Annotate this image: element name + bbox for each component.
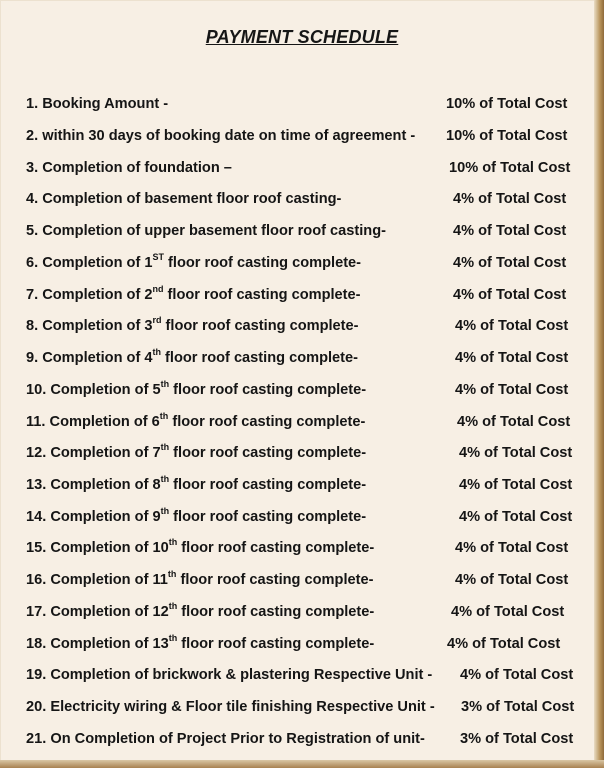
schedule-row (0, 699, 596, 721)
schedule-row (0, 731, 596, 753)
floor-ordinal-suffix: rd (152, 315, 162, 325)
schedule-row (0, 284, 596, 309)
schedule-row (0, 442, 596, 467)
schedule-row-label-suffix: floor roof casting complete- (177, 636, 375, 652)
schedule-row-label-prefix: 17. Completion of 12 (26, 604, 169, 620)
schedule-row (0, 411, 596, 436)
schedule-row-value: 4% of Total Cost (453, 255, 567, 271)
schedule-row-label-prefix: 9. Completion of 4 (26, 350, 153, 366)
schedule-row (0, 252, 596, 277)
schedule-row (0, 379, 596, 404)
schedule-row-label (26, 284, 361, 303)
schedule-row (0, 537, 596, 562)
schedule-row-label-prefix: 7. Completion of 2 (26, 287, 153, 303)
schedule-row-value: 4% of Total Cost (455, 572, 569, 588)
schedule-row-label: 19. Completion of brickwork & plastering Respective Unit - (26, 667, 433, 683)
schedule-row-value: 4% of Total Cost (453, 191, 567, 207)
schedule-row-label: 21. On Completion of Project Prior to Registration of unit- (26, 731, 425, 747)
schedule-row-value: 4% of Total Cost (453, 287, 567, 303)
schedule-row-label (26, 347, 359, 366)
schedule-row-label-prefix: 12. Completion of 7 (26, 445, 161, 461)
schedule-row-label (26, 506, 367, 525)
schedule-row-value: 4% of Total Cost (455, 350, 569, 366)
schedule-row (0, 160, 596, 182)
schedule-row-label (26, 379, 367, 398)
schedule-row-value: 10% of Total Cost (449, 160, 571, 176)
schedule-row-label-suffix: floor roof casting complete- (163, 287, 361, 303)
schedule-row (0, 569, 596, 594)
schedule-row-label (26, 315, 359, 334)
schedule-row-label (26, 474, 367, 493)
schedule-row-label-prefix: 15. Completion of 10 (26, 540, 169, 556)
schedule-row-label-suffix: floor roof casting complete- (176, 572, 374, 588)
schedule-row-value: 4% of Total Cost (455, 382, 569, 398)
floor-ordinal-suffix: th (168, 537, 178, 547)
floor-ordinal-suffix: th (167, 569, 177, 579)
schedule-row (0, 223, 596, 245)
floor-ordinal-suffix: th (159, 411, 169, 421)
schedule-row-label (26, 252, 362, 271)
schedule-row-label-suffix: floor roof casting complete- (160, 350, 359, 366)
schedule-row-label-prefix: 18. Completion of 13 (26, 636, 169, 652)
schedule-row-value: 4% of Total Cost (457, 414, 571, 430)
schedule-row-label (26, 411, 366, 430)
schedule-row (0, 601, 596, 626)
schedule-row-value: 4% of Total Cost (459, 445, 573, 461)
schedule-row-label-suffix: floor roof casting complete- (169, 382, 367, 398)
schedule-row-label (26, 569, 374, 588)
schedule-row (0, 315, 596, 340)
schedule-row-label-prefix: 13. Completion of 8 (26, 477, 161, 493)
schedule-row-label-suffix: floor roof casting complete- (169, 509, 367, 525)
schedule-row-label-suffix: floor roof casting complete- (169, 477, 367, 493)
schedule-row-label (26, 633, 375, 652)
floor-ordinal-suffix: th (168, 633, 178, 643)
schedule-row (0, 128, 596, 150)
floor-ordinal-suffix: th (160, 442, 170, 452)
schedule-row-value: 4% of Total Cost (460, 667, 574, 683)
schedule-row (0, 347, 596, 372)
floor-ordinal-suffix: th (160, 379, 170, 389)
schedule-row-label-prefix: 16. Completion of 11 (26, 572, 168, 588)
schedule-row-label (26, 442, 367, 461)
schedule-row-value: 10% of Total Cost (446, 96, 568, 112)
schedule-row-label: 20. Electricity wiring & Floor tile finishing Respective Unit - (26, 699, 435, 715)
schedule-row (0, 506, 596, 531)
schedule-row-value: 4% of Total Cost (455, 318, 569, 334)
schedule-row-value: 4% of Total Cost (447, 636, 561, 652)
schedule-row (0, 474, 596, 499)
schedule-row (0, 667, 596, 689)
floor-ordinal-suffix: ST (152, 252, 164, 262)
schedule-row-value: 4% of Total Cost (453, 223, 567, 239)
schedule-row-label (26, 601, 375, 620)
schedule-row (0, 633, 596, 658)
schedule-row-value: 3% of Total Cost (460, 731, 574, 747)
schedule-row (0, 191, 596, 213)
floor-ordinal-suffix: nd (152, 284, 164, 294)
schedule-row-label-suffix: floor roof casting complete- (169, 445, 367, 461)
schedule-row-label: 2. within 30 days of booking date on time of agreement - (26, 128, 416, 144)
page-edge-right (594, 0, 604, 768)
schedule-row-label-prefix: 11. Completion of 6 (26, 414, 160, 430)
schedule-row-label-prefix: 10. Completion of 5 (26, 382, 161, 398)
schedule-row-label-suffix: floor roof casting complete- (177, 540, 375, 556)
schedule-row-label-prefix: 8. Completion of 3 (26, 318, 153, 334)
schedule-row-label: 4. Completion of basement floor roof casting- (26, 191, 342, 207)
schedule-row-value: 4% of Total Cost (459, 477, 573, 493)
schedule-row-value: 3% of Total Cost (461, 699, 575, 715)
schedule-row-value: 10% of Total Cost (446, 128, 568, 144)
floor-ordinal-suffix: th (160, 506, 170, 516)
schedule-row (0, 96, 596, 118)
schedule-row-label: 3. Completion of foundation – (26, 160, 232, 176)
schedule-row-label-suffix: floor roof casting complete- (161, 318, 359, 334)
floor-ordinal-suffix: th (160, 474, 170, 484)
schedule-row-label-suffix: floor roof casting complete- (177, 604, 375, 620)
schedule-row-label: 1. Booking Amount - (26, 96, 169, 112)
page-edge-bottom (0, 760, 604, 768)
schedule-row-value: 4% of Total Cost (455, 540, 569, 556)
schedule-row-label (26, 537, 375, 556)
schedule-row-label: 5. Completion of upper basement floor roof casting- (26, 223, 386, 239)
schedule-row-value: 4% of Total Cost (459, 509, 573, 525)
schedule-row-label-suffix: floor roof casting complete- (164, 255, 362, 271)
page-title: PAYMENT SCHEDULE (205, 27, 399, 47)
floor-ordinal-suffix: th (168, 601, 178, 611)
schedule-row-label-prefix: 6. Completion of 1 (26, 255, 153, 271)
floor-ordinal-suffix: th (152, 347, 161, 357)
schedule-row-value: 4% of Total Cost (451, 604, 565, 620)
schedule-row-label-suffix: floor roof casting complete- (168, 414, 366, 430)
schedule-row-label-prefix: 14. Completion of 9 (26, 509, 161, 525)
